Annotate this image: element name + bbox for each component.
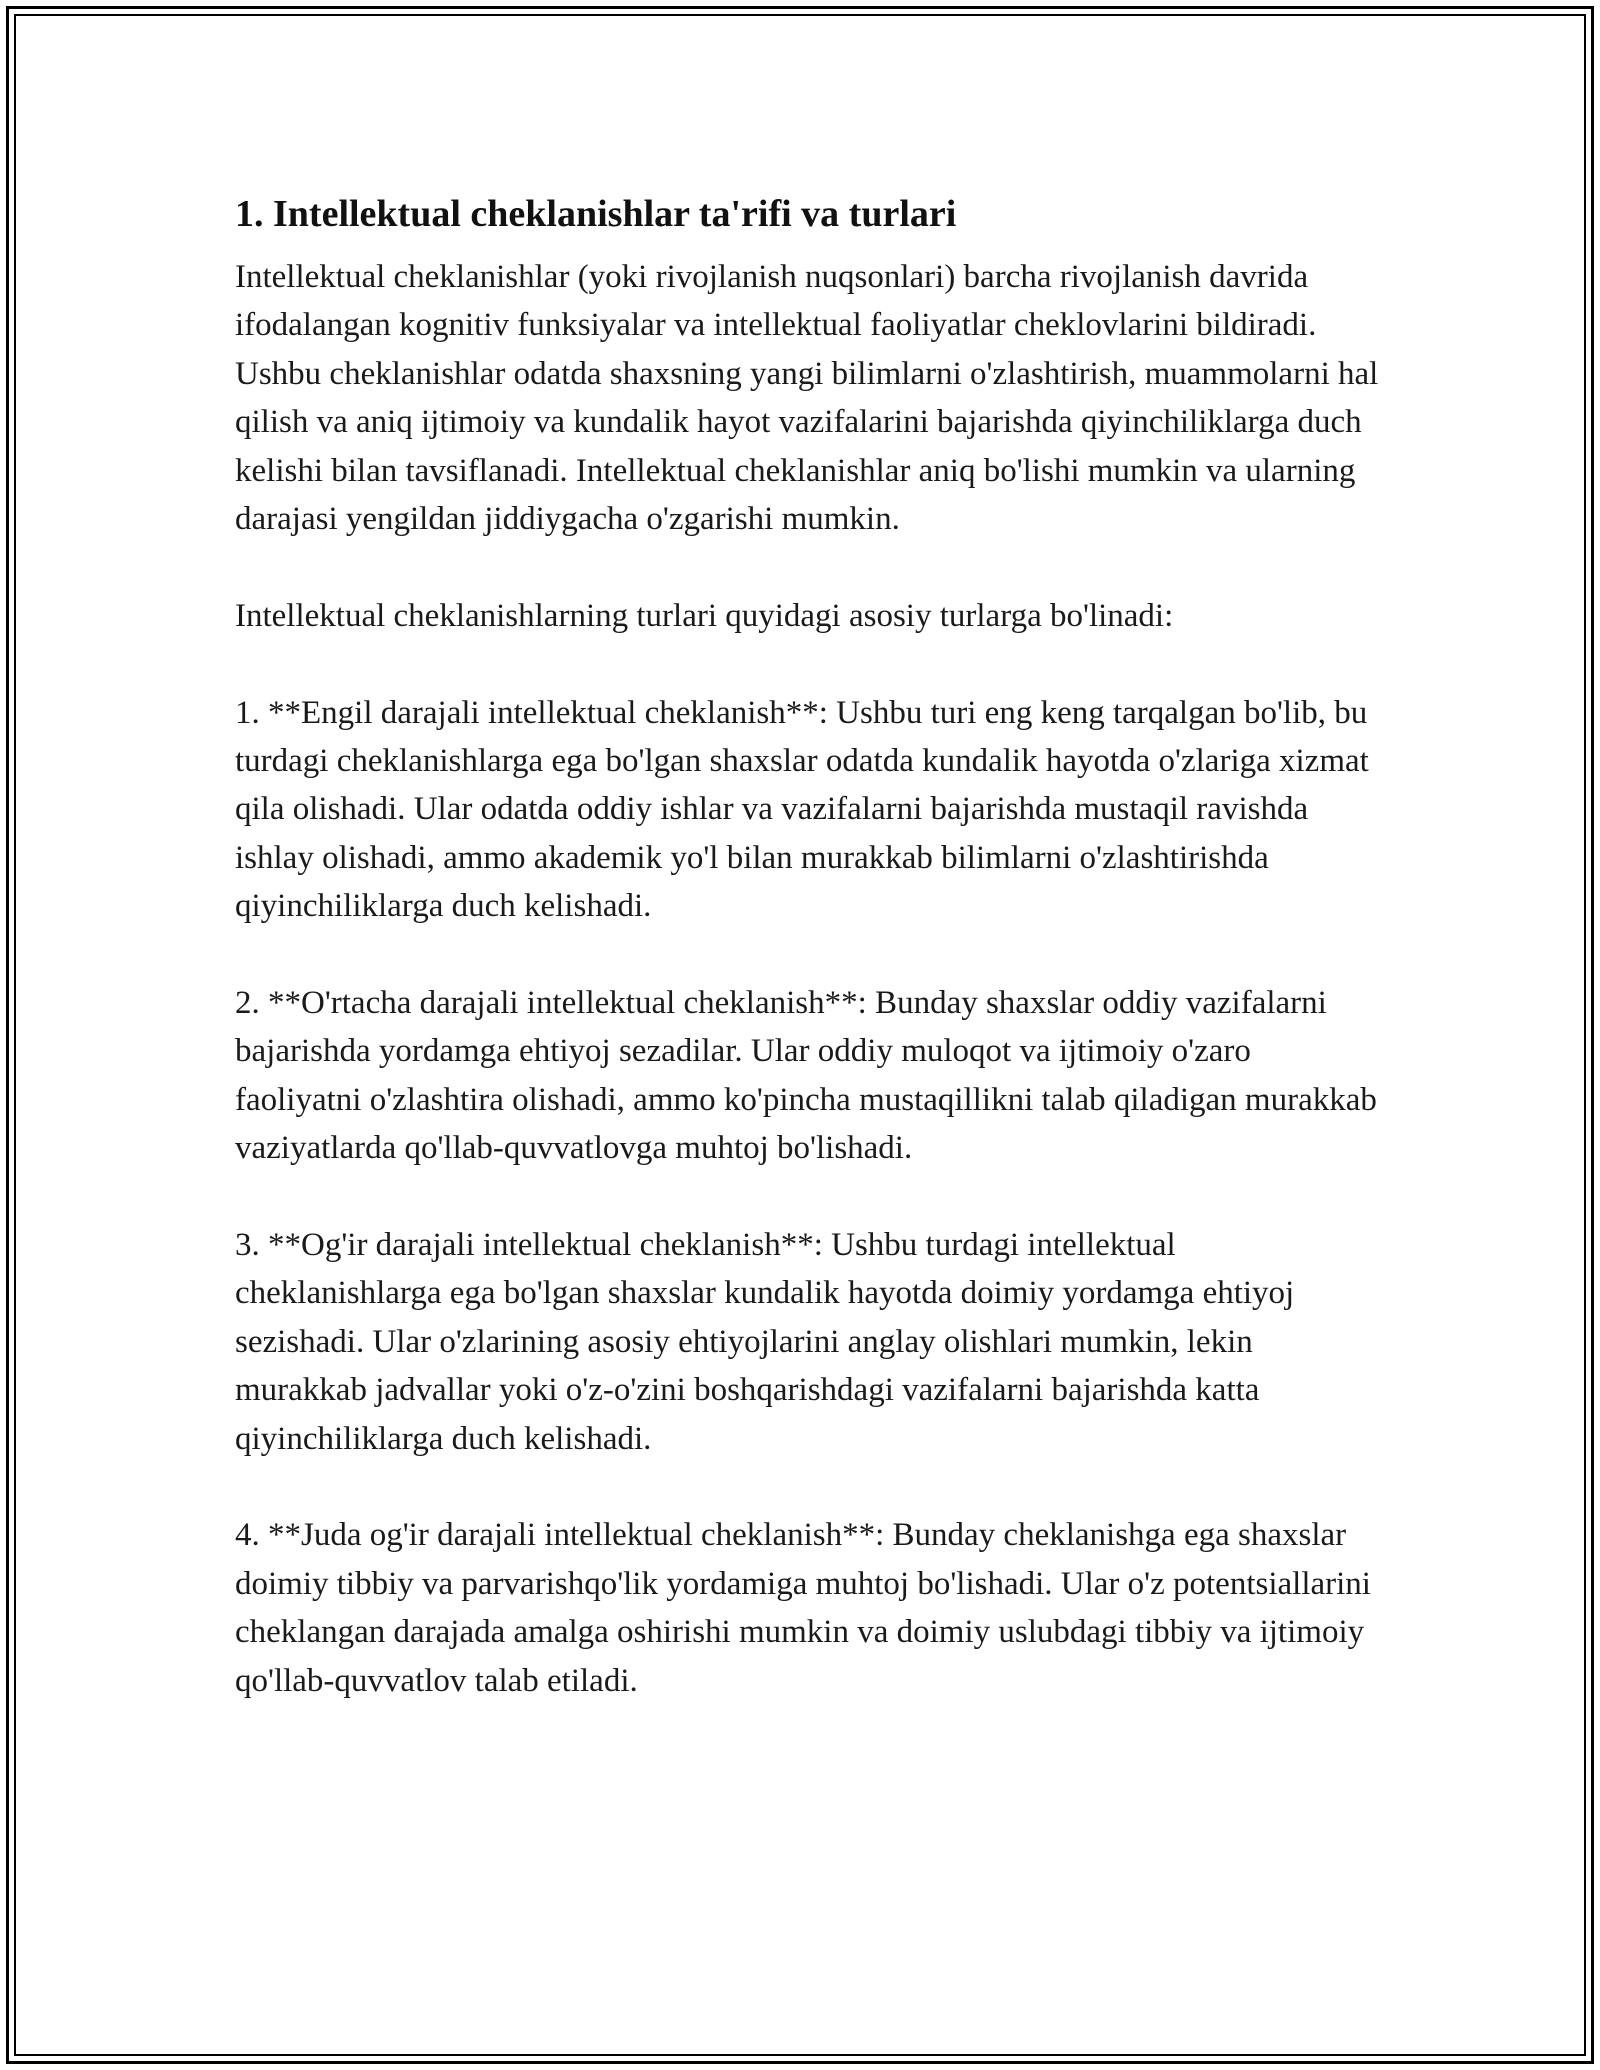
paragraph-spacer <box>235 1463 1385 1511</box>
paragraph-spacer <box>235 1173 1385 1221</box>
intro-paragraph: Intellektual cheklanishlar (yoki rivojlanish nuqsonlari) barcha rivojlanish davrida ifodalangan kognitiv funksiyalar va intellektual faoliyatlar cheklovlarini bildiradi. Ushbu cheklanishlar odatda shaxsning yangi bilimlarni o'zlashtirish, muammolarni hal qilish va aniq ijtimoiy va kundalik hayot vazifalarini bajarishda qiyinchiliklarga duch kelishi bilan tavsiflanadi. Intellektual cheklanishlar aniq bo'lishi mumkin va ularning darajasi yengildan jiddiygacha o'zgarishi mumkin. <box>235 259 1379 538</box>
list-item-profound: 4. **Juda og'ir darajali intellektual cheklanish**: Bunday cheklanishga ega shaxslar doimiy tibbiy va parvarishqo'lik yordamiga muhtoj bo'lishadi. Ular o'z potentsiallarini cheklangan darajada amalga oshirishi mumkin va doimiy uslubdagi tibbiy va ijtimoiy qo'llab-quvvatlov talab etiladi. <box>235 1517 1371 1699</box>
section-heading: 1. Intellektual cheklanishlar ta'rifi va turlari <box>235 193 957 235</box>
list-item-moderate: 2. **O'rtacha darajali intellektual cheklanish**: Bunday shaxslar oddiy vazifalarni bajarishda yordamga ehtiyoj sezadilar. Ular oddiy muloqot va ijtimoiy o'zaro faoliyatni o'zlashtira olishadi, ammo ko'pincha mustaqillikni talab qiladigan murakkab vaziyatlarda qo'llab-quvvatlovga muhtoj bo'lishadi. <box>235 985 1377 1167</box>
types-intro-paragraph: Intellektual cheklanishlarning turlari quyidagi asosiy turlarga bo'linadi: <box>235 597 1174 634</box>
paragraph-spacer <box>235 931 1385 979</box>
list-item-severe: 3. **Og'ir darajali intellektual cheklanish**: Ushbu turdagi intellektual cheklanishlarga ega bo'lgan shaxslar kundalik hayotda doimiy yordamga ehtiyoj sezishadi. Ular o'zlarining asosiy ehtiyojlarini anglay olishlari mumkin, lekin murakkab jadvallar yoki o'z-o'zini boshqarishdagi vazifalarni bajarishda katta qiyinchiliklarga duch kelishadi. <box>235 1227 1295 1457</box>
list-item-mild: 1. **Engil darajali intellektual cheklanish**: Ushbu turi eng keng tarqalgan bo'lib, bu turdagi cheklanishlarga ega bo'lgan shaxslar odatda kundalik hayotda o'zlariga xizmat qila olishadi. Ular odatda oddiy ishlar va vazifalarni bajarishda mustaqil ravishda ishlay olishadi, ammo akademik yo'l bilan murakkab bilimlarni o'zlashtirishda qiyinchiliklarga duch kelishadi. <box>235 694 1369 925</box>
document-body <box>235 183 1385 1705</box>
paragraph-spacer <box>235 543 1385 591</box>
paragraph-spacer <box>235 640 1385 688</box>
